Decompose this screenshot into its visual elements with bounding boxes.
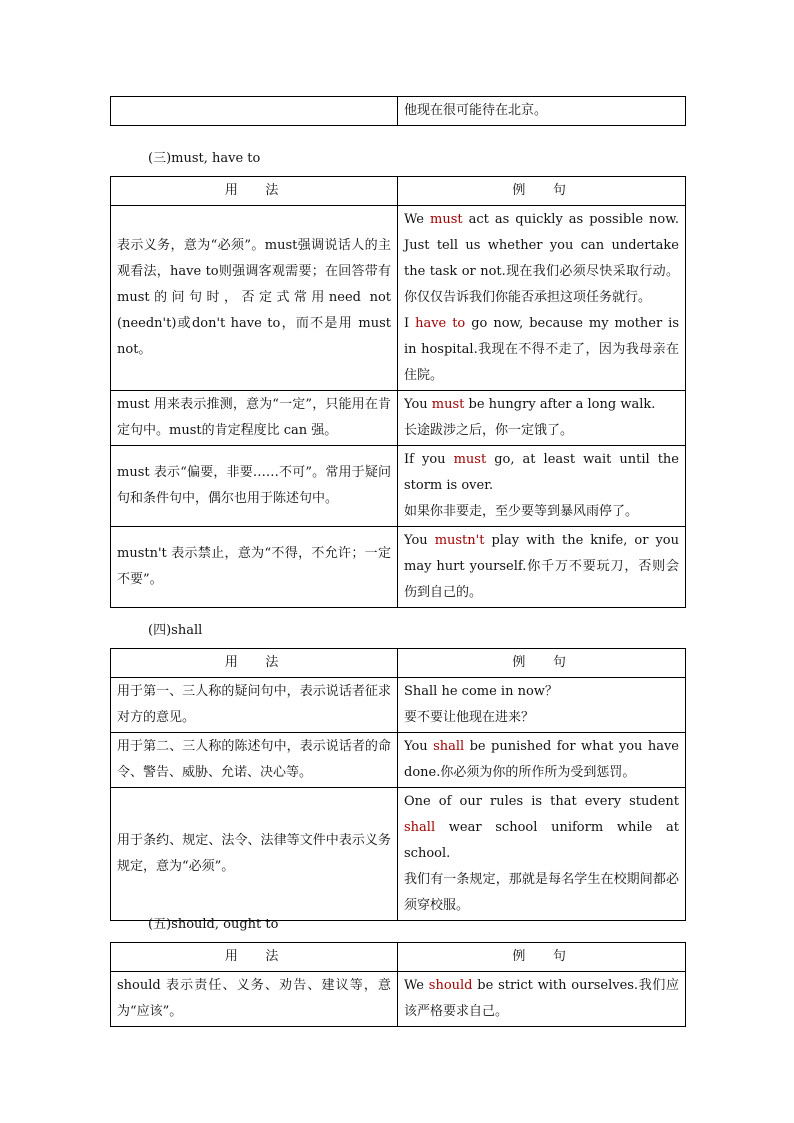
header-usage: 用 法 — [111, 649, 398, 678]
example-text: One of our rules is that every student — [404, 794, 679, 809]
example-text: be strict with ourselves.我们应该严格要求自己。 — [404, 978, 679, 1019]
example-text: I — [404, 316, 416, 331]
header-example: 例 句 — [398, 649, 686, 678]
example-text: 如果你非要走，至少要等到暴风雨停了。 — [404, 504, 639, 519]
table-row — [111, 527, 686, 608]
example-line — [404, 447, 679, 499]
shall-table — [110, 648, 686, 921]
example-line — [404, 528, 679, 606]
must-have-to-table — [110, 176, 686, 608]
example-text: If you — [404, 452, 454, 467]
example-text: act as quickly as possible now. Just tell us whether you can undertake the task or not.现在我们必须尽快采取行动。你仅仅告诉我们你能否承担这项任务就行。 — [404, 212, 679, 305]
table-row — [111, 391, 686, 446]
table-row — [111, 972, 686, 1027]
example-line: Shall he come in now？ — [404, 684, 558, 699]
example-text: We — [404, 212, 430, 227]
example-line — [404, 973, 679, 1025]
header-usage: 用 法 — [111, 943, 398, 972]
example-cell — [398, 788, 686, 921]
usage-cell — [111, 97, 398, 126]
example-cell — [398, 527, 686, 608]
usage-cell: 表示义务，意为“必须”。must强调说话人的主观看法，have to则强调客观需要；在回答带有 must的问句时，否定式常用need not (needn't)或don't have to，而不是用 must not。 — [111, 206, 398, 391]
table-row — [111, 97, 686, 126]
usage-cell: 用于条约、规定、法令、法律等文件中表示义务规定，意为“必须”。 — [111, 788, 398, 921]
example-text: be hungry after a long walk. — [464, 397, 656, 412]
example-text: be punished for what you have done.你必须为你的所作所为受到惩罚。 — [404, 739, 680, 780]
example-line: 他现在很可能待在北京。 — [404, 103, 548, 118]
example-line — [404, 392, 679, 418]
example-text: 长途跋涉之后，你一定饿了。 — [404, 423, 574, 438]
example-text: go, at least wait until the storm is over. — [404, 452, 679, 493]
example-line: 要不要让他现在进来？ — [404, 710, 535, 725]
usage-cell: must 表示“偏要，非要……不可”。常用于疑问句和条件句中，偶尔也用于陈述句中。 — [111, 446, 398, 527]
example-text: You — [404, 533, 435, 548]
table-row — [111, 733, 686, 788]
highlight-word: must — [431, 397, 465, 412]
usage-cell: 用于第一、三人称的疑问句中，表示说话者征求对方的意见。 — [111, 678, 398, 733]
example-text: go now, because my mother is in hospital.我现在不得不走了，因为我母亲在住院。 — [404, 316, 679, 383]
table-header-row — [111, 649, 686, 678]
highlight-word: must — [430, 212, 463, 227]
header-usage: 用 法 — [111, 177, 398, 206]
highlight-word: mustn't — [434, 533, 485, 548]
usage-cell: mustn't 表示禁止，意为“不得，不允许；一定不要”。 — [111, 527, 398, 608]
example-text: We — [404, 978, 429, 993]
example-cell — [398, 206, 686, 391]
section-title-should-ought-to: (五)should, ought to — [148, 917, 279, 932]
usage-cell: 用于第二、三人称的陈述句中，表示说话者的命令、警告、威胁、允诺、决心等。 — [111, 733, 398, 788]
section-title-must-have-to: (三)must, have to — [148, 151, 261, 166]
example-cell — [398, 446, 686, 527]
should-ought-to-table — [110, 942, 686, 1027]
highlight-word: shall — [433, 739, 465, 754]
example-line — [404, 789, 679, 867]
section-title-shall: (四)shall — [148, 623, 203, 638]
example-cell — [398, 972, 686, 1027]
highlight-word: should — [428, 978, 473, 993]
table-row — [111, 206, 686, 391]
highlight-word: must — [453, 452, 487, 467]
example-line — [404, 499, 679, 525]
highlight-word: have to — [415, 316, 466, 331]
table-row — [111, 678, 686, 733]
example-line — [404, 311, 679, 389]
highlight-word: shall — [404, 820, 436, 835]
example-text: You — [404, 397, 432, 412]
table-row — [111, 788, 686, 921]
example-cell — [398, 97, 686, 126]
example-cell — [398, 733, 686, 788]
header-example: 例 句 — [398, 943, 686, 972]
example-line — [404, 207, 679, 311]
example-cell — [398, 391, 686, 446]
table-header-row — [111, 177, 686, 206]
example-text: play with the knife, or you may hurt yourself.你千万不要玩刀，否则会伤到自己的。 — [404, 533, 679, 600]
example-text: You — [404, 739, 434, 754]
table-row — [111, 446, 686, 527]
header-example: 例 句 — [398, 177, 686, 206]
top-continuation-table — [110, 96, 686, 126]
example-text: wear school uniform while at school. — [404, 820, 679, 861]
example-line — [404, 418, 679, 444]
example-cell — [398, 678, 686, 733]
table-header-row — [111, 943, 686, 972]
usage-cell: should 表示责任、义务、劝告、建议等，意为“应该”。 — [111, 972, 398, 1027]
example-line — [404, 734, 679, 786]
example-line: 我们有一条规定，那就是每名学生在校期间都必须穿校服。 — [404, 872, 679, 913]
usage-cell: must 用来表示推测，意为“一定”，只能用在肯定句中。must的肯定程度比 can 强。 — [111, 391, 398, 446]
